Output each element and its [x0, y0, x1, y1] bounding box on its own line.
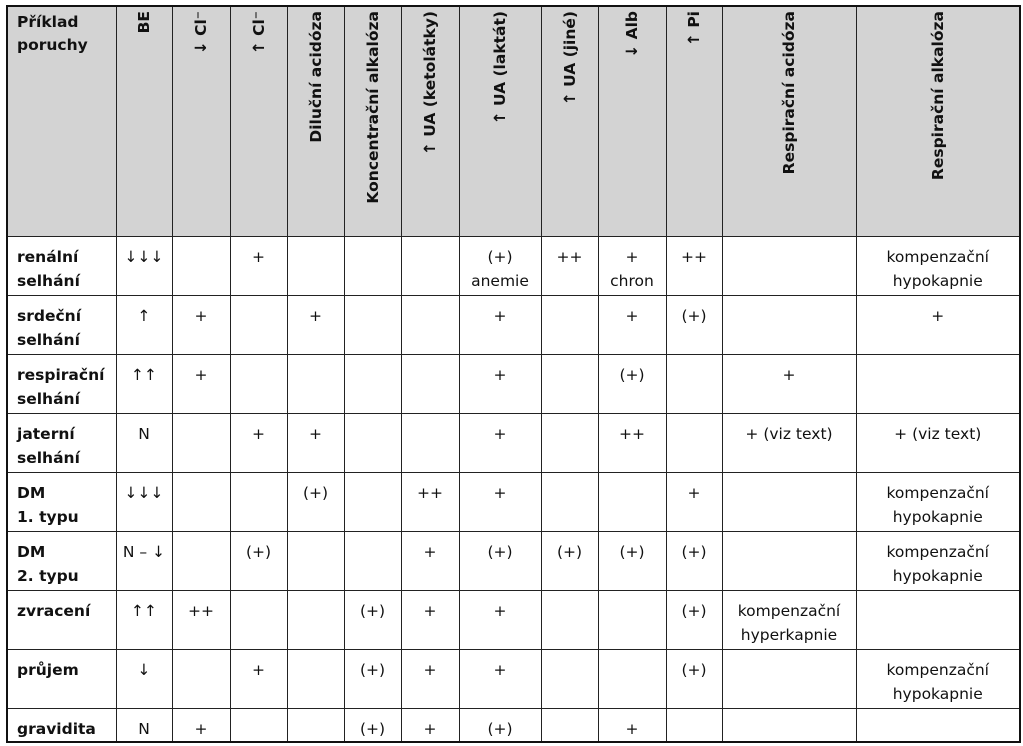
table-cell: N [116, 709, 172, 743]
table-cell [598, 650, 666, 709]
table-cell [722, 709, 856, 743]
row-header: DM 1. typu [7, 473, 116, 532]
table-cell: + [459, 296, 541, 355]
table-cell: ↓↓↓ [116, 473, 172, 532]
table-cell: + [598, 296, 666, 355]
table-cell: + [287, 296, 344, 355]
table-cell: ++ [401, 473, 459, 532]
table-cell [666, 414, 722, 473]
table-cell: + [459, 473, 541, 532]
table-cell [856, 709, 1020, 743]
header-label: ↑ UA (jiné) [560, 11, 579, 106]
header-label: Příklad poruchy [17, 13, 88, 54]
header-respiracni-alkaloza [856, 6, 1020, 237]
table-cell [541, 591, 598, 650]
table-cell: + (viz text) [722, 414, 856, 473]
table-cell [722, 296, 856, 355]
table-cell: ++ [172, 591, 230, 650]
table-cell: + [230, 414, 287, 473]
table-cell [344, 355, 401, 414]
header-label: ↑ UA (ketolátky) [421, 11, 439, 156]
table-cell: ++ [666, 237, 722, 296]
header-label: ↑ Cl⁻ [249, 11, 268, 55]
table-cell: (+) [598, 532, 666, 591]
table-cell: + [459, 591, 541, 650]
table-cell: ↑↑ [116, 591, 172, 650]
table-cell: N [116, 414, 172, 473]
table-cell: (+) [230, 532, 287, 591]
table-cell: + [401, 532, 459, 591]
row-header: DM 2. typu [7, 532, 116, 591]
table-row [7, 532, 1020, 591]
table-cell [287, 591, 344, 650]
header-priklad-poruchy [7, 6, 116, 237]
table-cell [172, 473, 230, 532]
header-label: ↑ Pi [685, 11, 703, 47]
header-label: ↑ UA (laktát) [491, 11, 509, 125]
table-cell: (+) [344, 709, 401, 743]
table-cell: (+) [666, 532, 722, 591]
table-cell: ↓ [116, 650, 172, 709]
table-cell: + [666, 473, 722, 532]
header-label: ↓ Alb [623, 11, 641, 58]
table-cell: (+) [666, 296, 722, 355]
header-alb-down [598, 6, 666, 237]
table-cell [856, 591, 1020, 650]
row-header: srdeční selhání [7, 296, 116, 355]
table-row [7, 355, 1020, 414]
table-cell: (+) [344, 650, 401, 709]
table-wrapper [6, 5, 1021, 743]
header-row [7, 6, 1020, 237]
row-header: gravidita [7, 709, 116, 743]
table-cell [287, 709, 344, 743]
table-cell: + (viz text) [856, 414, 1020, 473]
table-cell [230, 709, 287, 743]
table-cell: (+) [666, 591, 722, 650]
table-cell: + [722, 355, 856, 414]
table-cell [344, 414, 401, 473]
table-cell [172, 237, 230, 296]
table-row [7, 414, 1020, 473]
header-be [116, 6, 172, 237]
table-cell [344, 237, 401, 296]
table-cell: ↑↑ [116, 355, 172, 414]
table-cell [666, 355, 722, 414]
header-ua-jine [541, 6, 598, 237]
table-cell: ↑ [116, 296, 172, 355]
header-label: Respirační acidóza [780, 11, 798, 175]
table-cell: + [401, 709, 459, 743]
table-cell: + chron [598, 237, 666, 296]
table-cell: (+) [666, 650, 722, 709]
table-cell [401, 296, 459, 355]
header-label: ↓ Cl⁻ [192, 11, 210, 55]
table-cell [541, 296, 598, 355]
table-row [7, 237, 1020, 296]
table-cell [401, 414, 459, 473]
table-cell [230, 355, 287, 414]
table-cell: + [598, 709, 666, 743]
table-cell [287, 355, 344, 414]
table-cell: (+) [459, 532, 541, 591]
table-cell: + [230, 650, 287, 709]
table-row [7, 709, 1020, 743]
header-ua-laktat [459, 6, 541, 237]
table-cell: + [401, 591, 459, 650]
table-cell [172, 532, 230, 591]
table-cell [541, 473, 598, 532]
header-ua-ketolatky [401, 6, 459, 237]
table-body [7, 237, 1020, 743]
table-cell: + [172, 296, 230, 355]
table-cell: + [172, 355, 230, 414]
table-cell: + [459, 414, 541, 473]
row-header: zvracení [7, 591, 116, 650]
table-cell [344, 296, 401, 355]
row-header: renální selhání [7, 237, 116, 296]
row-header: respirační selhání [7, 355, 116, 414]
header-label: Koncentrační alkalóza [363, 11, 382, 204]
table-cell [344, 473, 401, 532]
table-cell: ++ [541, 237, 598, 296]
header-label: Diluční acidóza [306, 11, 325, 143]
table-cell: (+) anemie [459, 237, 541, 296]
table-cell [598, 591, 666, 650]
header-pi-up [666, 6, 722, 237]
table-cell: kompenzační hypokapnie [856, 532, 1020, 591]
acid-base-table [6, 5, 1021, 743]
table-cell: (+) [541, 532, 598, 591]
table-row [7, 473, 1020, 532]
row-header: jaterní selhání [7, 414, 116, 473]
table-cell: kompenzační hypokapnie [856, 473, 1020, 532]
table-cell [722, 473, 856, 532]
header-koncentracni-alkaloza [344, 6, 401, 237]
table-cell [722, 650, 856, 709]
table-cell: kompenzační hyperkapnie [722, 591, 856, 650]
table-cell: + [459, 650, 541, 709]
table-cell [666, 709, 722, 743]
header-respiracni-acidoza [722, 6, 856, 237]
header-label: Respirační alkalóza [928, 11, 947, 181]
header-cl-up [230, 6, 287, 237]
header-cl-down [172, 6, 230, 237]
table-cell: + [230, 237, 287, 296]
table-cell [598, 473, 666, 532]
table-cell [722, 237, 856, 296]
table-cell [541, 355, 598, 414]
table-cell: + [401, 650, 459, 709]
table-row [7, 591, 1020, 650]
table-cell: (+) [598, 355, 666, 414]
table-cell: N – ↓ [116, 532, 172, 591]
table-cell [541, 650, 598, 709]
table-cell [722, 532, 856, 591]
table-cell: ++ [598, 414, 666, 473]
table-cell [287, 650, 344, 709]
table-cell [172, 414, 230, 473]
table-cell: + [856, 296, 1020, 355]
table-row [7, 296, 1020, 355]
header-dilucni-acidoza [287, 6, 344, 237]
table-cell [401, 355, 459, 414]
table-cell [287, 532, 344, 591]
table-cell [541, 414, 598, 473]
table-cell [172, 650, 230, 709]
table-cell [401, 237, 459, 296]
table-cell [856, 355, 1020, 414]
table-row [7, 650, 1020, 709]
table-cell [287, 237, 344, 296]
table-cell: kompenzační hypokapnie [856, 650, 1020, 709]
table-cell: + [172, 709, 230, 743]
table-cell: ↓↓↓ [116, 237, 172, 296]
table-cell [230, 591, 287, 650]
header-label: BE [135, 11, 153, 34]
table-cell [230, 473, 287, 532]
table-cell: + [287, 414, 344, 473]
table-cell: (+) [287, 473, 344, 532]
table-cell: (+) [344, 591, 401, 650]
table-cell [230, 296, 287, 355]
table-cell [541, 709, 598, 743]
table-cell: kompenzační hypokapnie [856, 237, 1020, 296]
table-cell: (+) [459, 709, 541, 743]
table-cell [344, 532, 401, 591]
table-cell: + [459, 355, 541, 414]
row-header: průjem [7, 650, 116, 709]
